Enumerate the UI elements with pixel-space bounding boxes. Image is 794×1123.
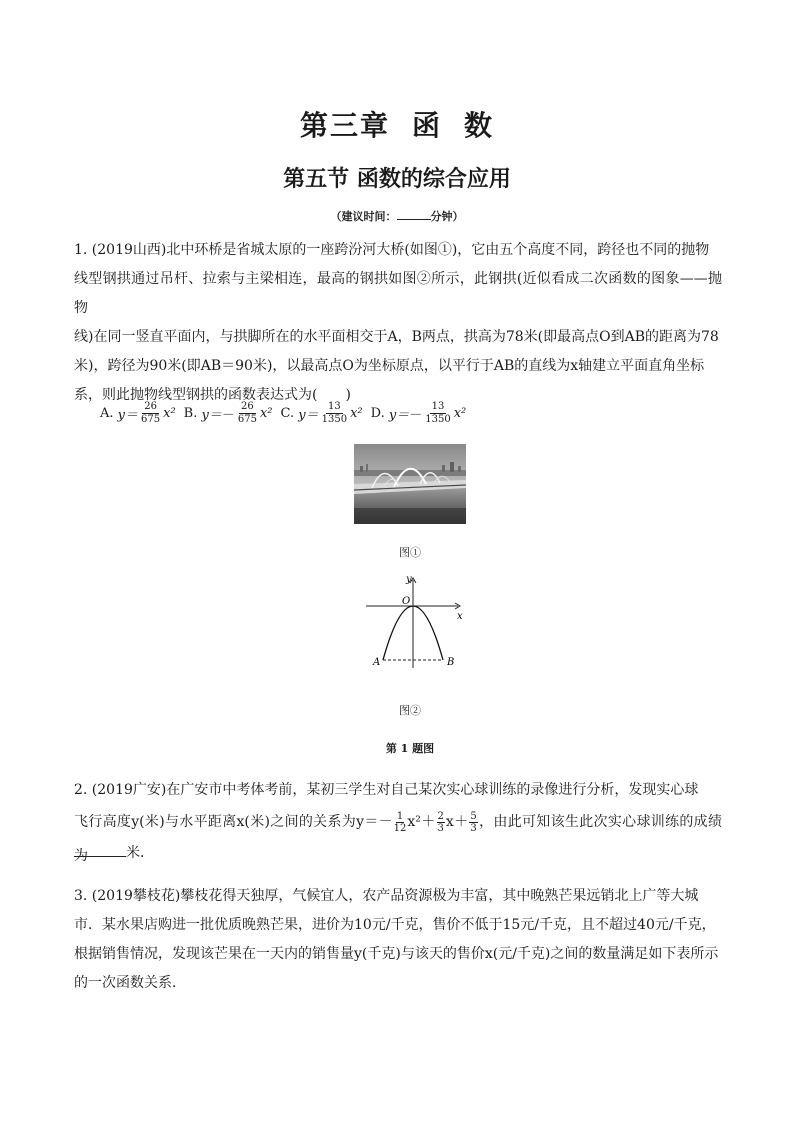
q3-line: 3. (2019攀枝花)攀枝花得天独厚，气候宜人，农产品资源极为丰富，其中晚熟芒果远销北上广等大城 <box>74 888 699 904</box>
choice-b[interactable] <box>184 401 273 426</box>
choice-c[interactable] <box>281 401 363 426</box>
numerator: 26 <box>241 400 254 412</box>
numerator: 13 <box>431 400 445 412</box>
numerator: 26 <box>144 400 157 412</box>
q2-term-1: x²＋ <box>407 814 436 830</box>
q2-equation-prefix: 飞行高度y(米)与水平距离x(米)之间的关系为y＝－ <box>74 814 393 830</box>
denominator: 1350 <box>425 413 451 425</box>
numerator: 13 <box>328 400 341 412</box>
bridge-photo <box>354 444 466 524</box>
choice-letter: C. <box>280 405 295 421</box>
q2-fraction-2 <box>437 811 445 834</box>
parabola-graph <box>366 572 466 672</box>
q2-fraction-1 <box>394 811 407 834</box>
choice-letter: D. <box>370 405 385 421</box>
y-axis-label: y <box>406 574 412 585</box>
choice-tail: x² <box>453 405 467 421</box>
denominator: 3 <box>470 822 477 834</box>
choice-lhs: y＝ <box>201 407 222 423</box>
q2-unit: 米． <box>126 845 154 861</box>
q3-line: 根据销售情况，发现该芒果在一天内的销售量y(千克)与该天的售价x(元/千克)之间的数量满足如下表所示 <box>74 946 719 962</box>
q2-fraction-3 <box>469 811 477 834</box>
q1-line: 米)，跨径为90米(即AB＝90米)，以最高点O为坐标原点，以平行于AB的直线为x轴建立平面直角坐标 <box>74 358 705 374</box>
q2-equation-suffix: ，由此可知该生此次实心球训练的成绩为 <box>74 814 722 864</box>
choice-fraction <box>236 401 259 426</box>
q1-line: 线型钢拱通过吊杆、拉索与主梁相连，最高的钢拱如图②所示，此钢拱(近似看成二次函数的图象——抛物 <box>74 271 722 316</box>
choice-fraction <box>139 401 162 426</box>
x-axis-label: x <box>457 611 463 622</box>
bridge-photo-image <box>354 444 466 524</box>
choice-fraction <box>320 401 349 426</box>
choice-sign: － <box>409 407 423 423</box>
choice-letter: B. <box>183 405 198 421</box>
choice-tail: x² <box>259 405 273 421</box>
numerator: 1 <box>396 810 404 822</box>
choice-tail: x² <box>350 405 363 421</box>
q1-line: 系，则此抛物线型钢拱的函数表达式为( ) <box>74 387 351 403</box>
chapter-title-part2: 函 <box>411 109 442 142</box>
q3-line: 市．某水果店购进一批优质晚熟芒果，进价为10元/千克，售价不低于15元/千克，且不超过40元/千克， <box>74 917 716 933</box>
choice-sign: － <box>221 407 235 423</box>
question-1-figure-caption: 第 1 题图 <box>385 742 435 755</box>
denominator: 12 <box>393 822 407 834</box>
question-1-text <box>74 236 722 410</box>
denominator: 1350 <box>321 413 348 425</box>
choice-lhs: y＝ <box>298 407 319 423</box>
denominator: 675 <box>141 413 161 425</box>
numerator: 2 <box>437 810 444 822</box>
section-title: 第五节 函数的综合应用 <box>283 166 511 192</box>
answer-blank[interactable] <box>74 842 126 857</box>
suggested-time-suffix: 分钟） <box>430 210 464 223</box>
point-a-label: A <box>373 657 381 668</box>
choice-letter: A. <box>100 405 114 421</box>
numerator: 5 <box>470 810 477 822</box>
denominator: 675 <box>237 413 257 425</box>
choice-tail: x² <box>163 405 176 421</box>
denominator: 3 <box>437 822 444 834</box>
figure-1-caption: 图① <box>399 546 421 559</box>
q3-line: 的一次函数关系． <box>74 975 186 991</box>
chapter-title-part1: 第三章 <box>299 109 390 142</box>
parabola-graph-svg <box>366 572 466 672</box>
choice-d[interactable] <box>371 401 467 426</box>
choice-lhs: y＝ <box>388 407 410 423</box>
time-blank <box>397 209 431 220</box>
suggested-time <box>0 208 794 224</box>
suggested-time-prefix: （建议时间： <box>330 210 397 223</box>
choice-lhs: y＝ <box>117 407 139 423</box>
q2-line-3 <box>74 839 722 868</box>
q2-term-2: x＋ <box>445 814 469 830</box>
q2-line-2 <box>74 805 722 864</box>
point-b-label: B <box>447 657 455 668</box>
q1-line: 线)在同一竖直平面内，与拱脚所在的水平面相交于A，B两点，拱高为78米(即最高点O到AB的距离为78 <box>74 329 719 345</box>
question-2-text <box>74 776 722 868</box>
chapter-title <box>0 104 794 144</box>
figure-2-caption: 图② <box>399 704 421 717</box>
choice-a[interactable] <box>100 401 176 426</box>
q1-choices <box>100 396 474 430</box>
chapter-title-part3: 数 <box>464 109 495 142</box>
choice-fraction <box>423 401 452 426</box>
question-3-text <box>74 882 722 998</box>
q1-line: 1. (2019山西)北中环桥是省城太原的一座跨汾河大桥(如图①)，它由五个高度不同，跨径也不同的抛物 <box>74 242 710 258</box>
origin-label: O <box>402 596 411 607</box>
q2-line-1: 2. (2019广安)在广安市中考体考前，某初三学生对自己某次实心球训练的录像进行分析，发现实心球 <box>74 782 699 798</box>
